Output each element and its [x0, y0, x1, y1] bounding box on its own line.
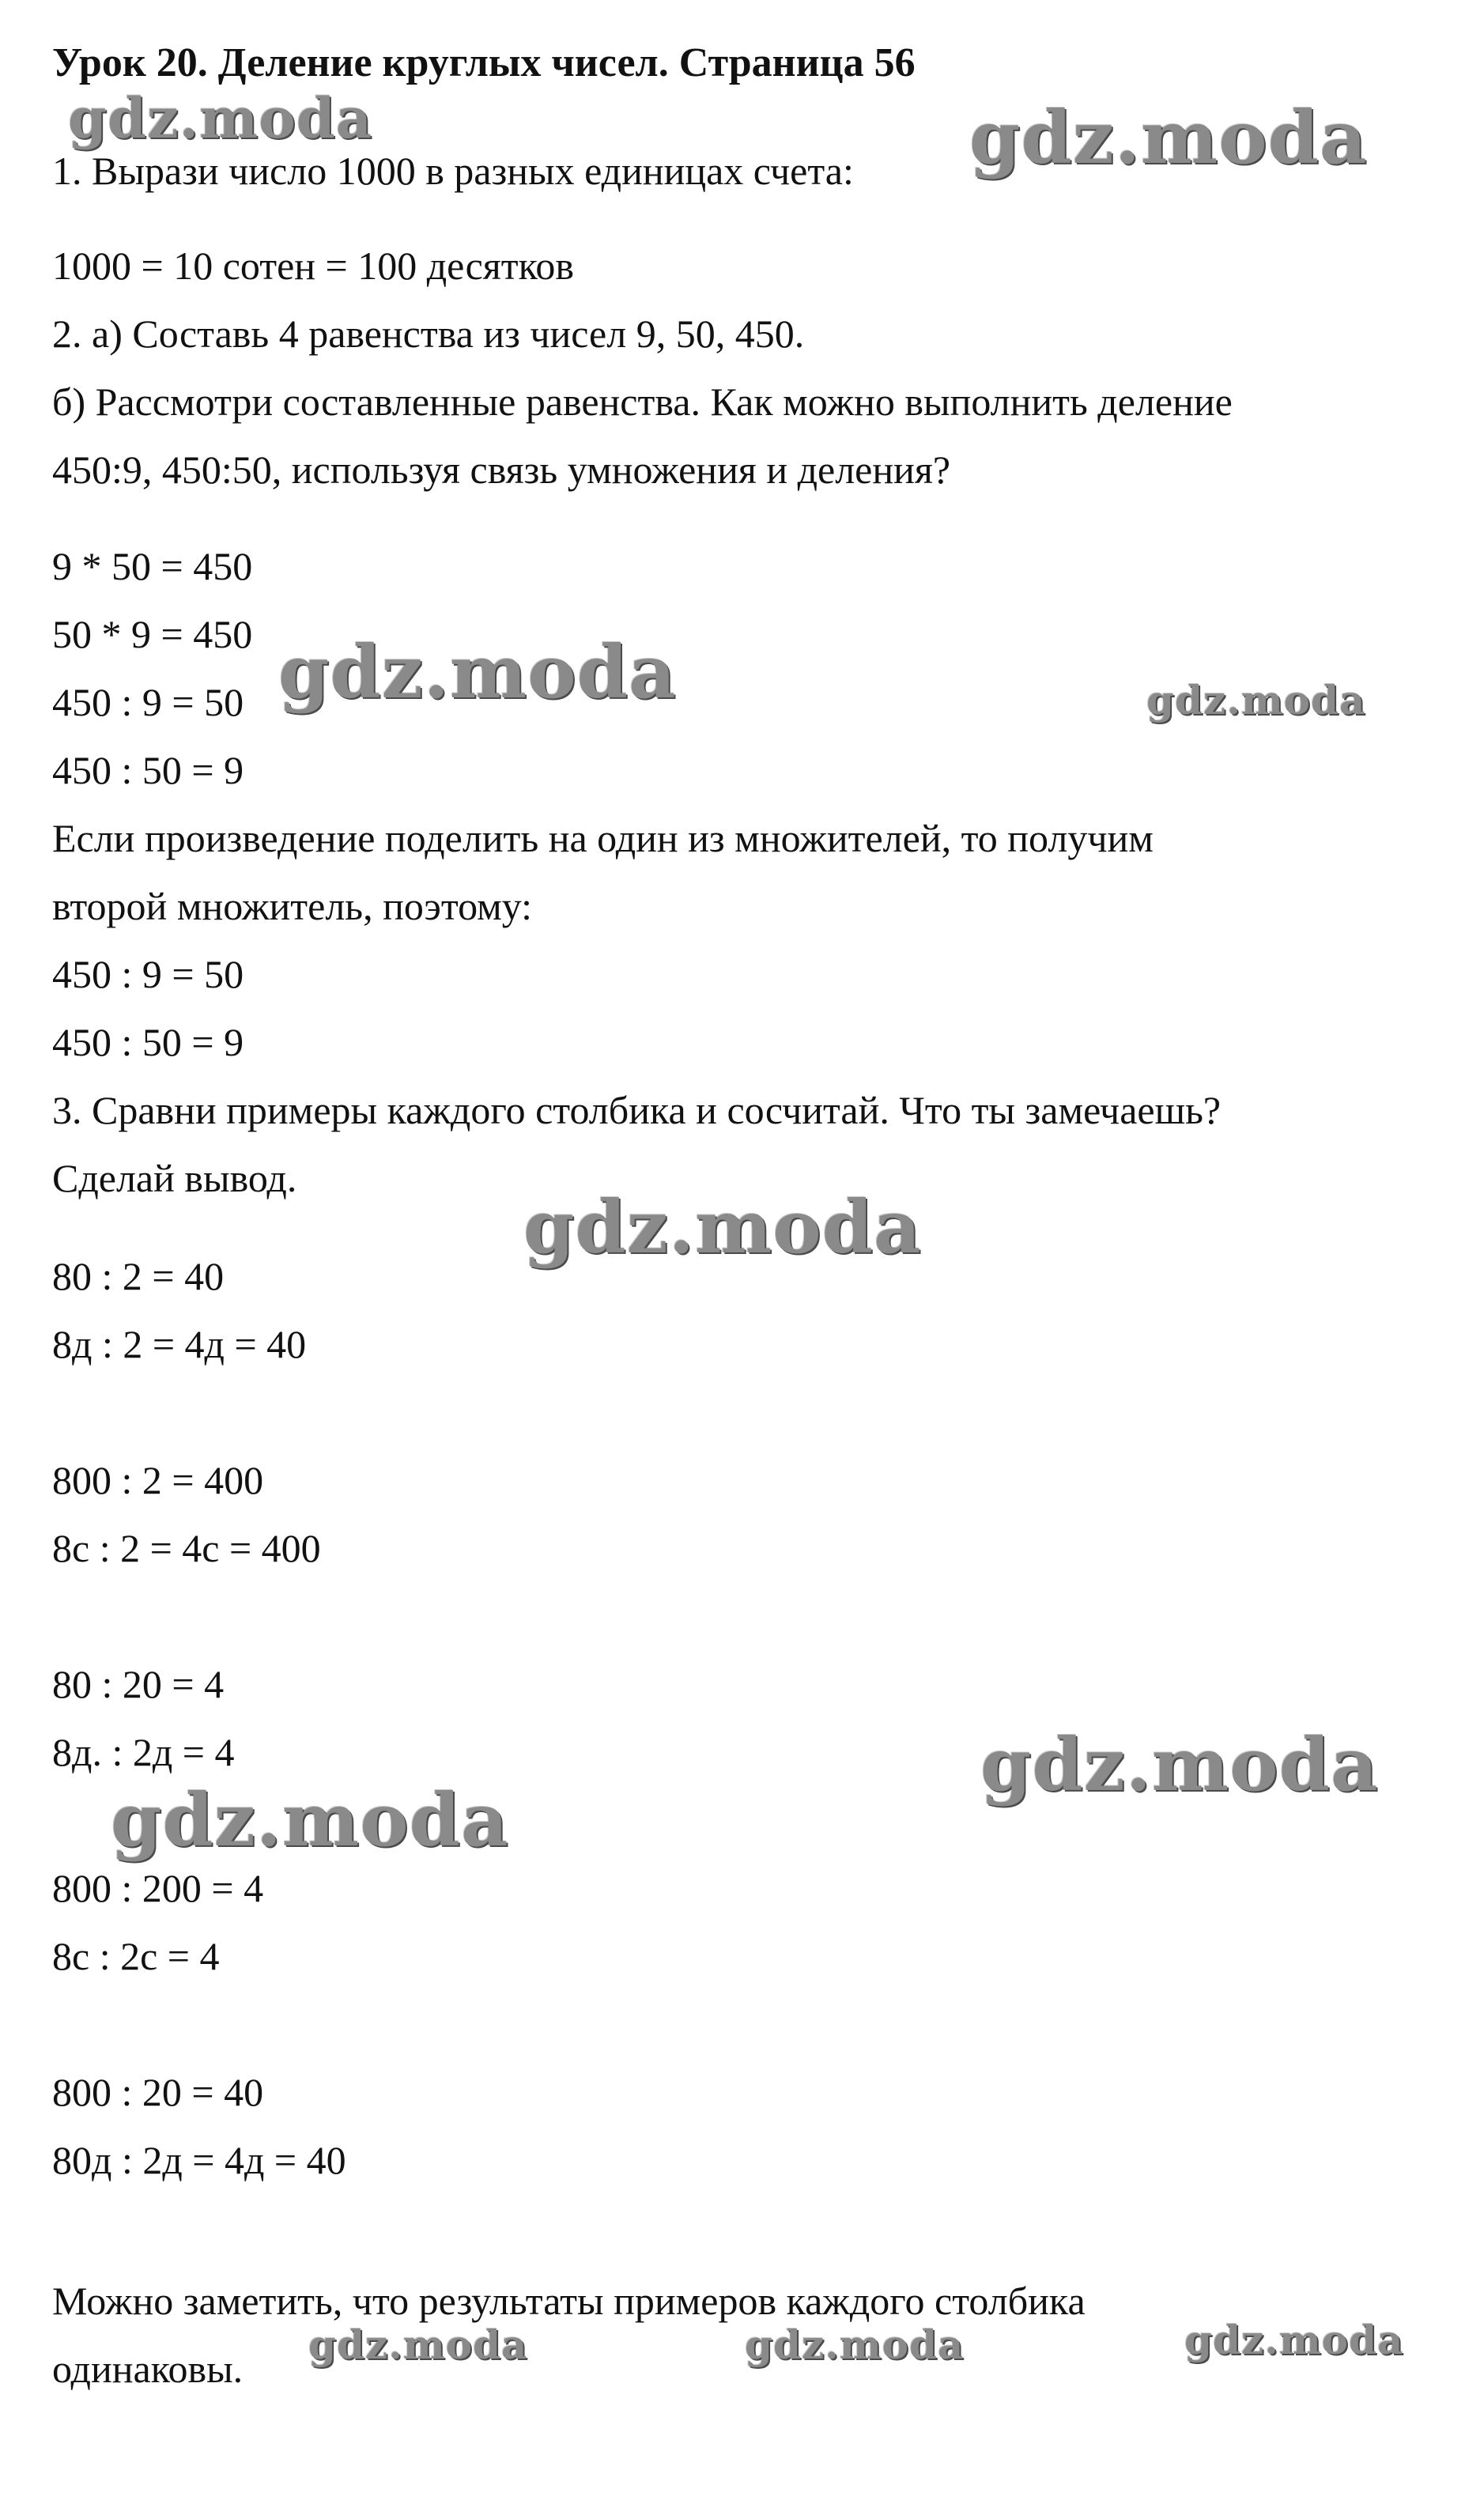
watermark: gdz.moda — [969, 95, 1368, 180]
equation-line: 80 : 20 = 4 — [52, 1662, 225, 1706]
equation-line: 450 : 9 = 50 — [52, 680, 244, 724]
equation-line: 800 : 200 = 4 — [52, 1866, 264, 1910]
watermark: gdz.moda — [111, 1777, 509, 1863]
watermark: gdz.moda — [1146, 677, 1366, 723]
equation-line: 8д : 2 = 4д = 40 — [52, 1322, 307, 1366]
text-line: 1000 = 10 сотен = 100 десятков — [52, 244, 575, 288]
equation-line: 80д : 2д = 4д = 40 — [52, 2138, 346, 2182]
watermark: gdz.moda — [523, 1184, 922, 1270]
text-line: второй множитель, поэтому: — [52, 884, 533, 928]
equation-line: 9 * 50 = 450 — [52, 544, 253, 588]
text-line: 450:9, 450:50, используя связь умножения и деления? — [52, 448, 951, 492]
watermark: gdz.moda — [308, 2321, 528, 2368]
equation-line: 8д. : 2д = 4 — [52, 1730, 235, 1774]
equation-line: 800 : 2 = 400 — [52, 1458, 264, 1502]
equation-line: 450 : 50 = 9 — [52, 748, 244, 792]
watermark: gdz.moda — [745, 2321, 965, 2368]
page-title: Урок 20. Деление круглых чисел. Страница 56 — [52, 40, 916, 85]
equation-line: 800 : 20 = 40 — [52, 2070, 264, 2114]
text-line: одинаковы. — [52, 2347, 244, 2391]
equation-line: 50 * 9 = 450 — [52, 612, 253, 656]
watermark: gdz.moda — [980, 1722, 1379, 1807]
text-line: Можно заметить, что результаты примеров каждого столбика — [52, 2279, 1086, 2323]
text-line: Сделай вывод. — [52, 1156, 297, 1200]
text-line: 3. Сравни примеры каждого столбика и сосчитай. Что ты замечаешь? — [52, 1088, 1222, 1132]
equation-line: 450 : 9 = 50 — [52, 952, 244, 996]
watermark: gdz.moda — [1184, 2317, 1404, 2363]
equation-line: 8с : 2 = 4с = 400 — [52, 1526, 321, 1570]
text-line: 1. Вырази число 1000 в разных единицах счета: — [52, 149, 854, 193]
watermark: gdz.moda — [68, 85, 373, 151]
equation-line: 450 : 50 = 9 — [52, 1020, 244, 1064]
equation-line: 80 : 2 = 40 — [52, 1254, 225, 1298]
watermark: gdz.moda — [278, 629, 677, 715]
equation-line: 8с : 2с = 4 — [52, 1934, 220, 1978]
text-line: б) Рассмотри составленные равенства. Как можно выполнить деление — [52, 380, 1233, 424]
text-line: Если произведение поделить на один из множителей, то получим — [52, 816, 1154, 860]
text-line: 2. а) Составь 4 равенства из чисел 9, 50, 450. — [52, 312, 805, 356]
